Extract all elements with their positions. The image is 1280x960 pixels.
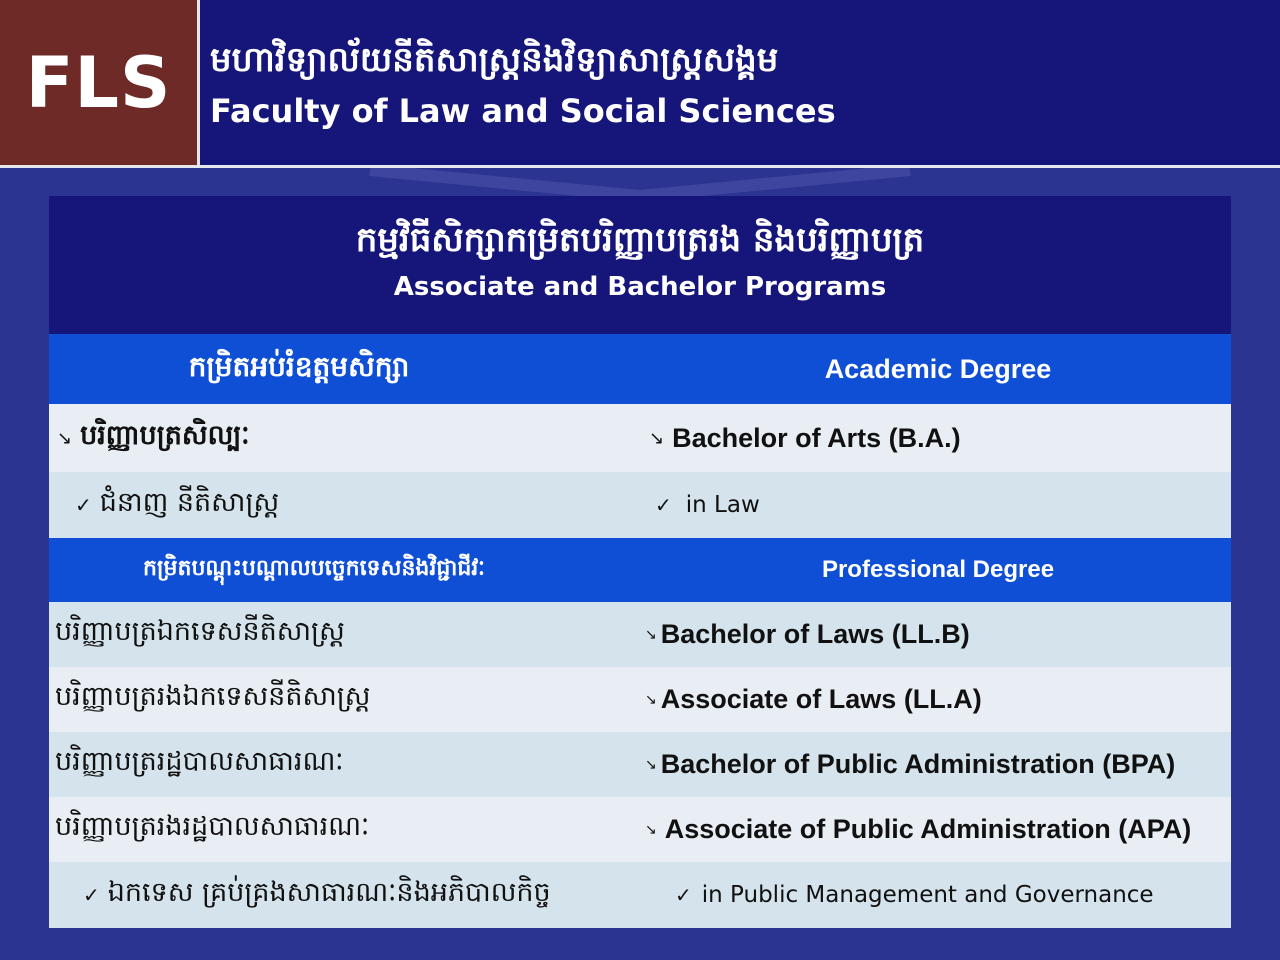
programs-panel xyxy=(49,196,1231,928)
arrow-icon: ↘ xyxy=(645,821,657,837)
checkmark-icon: ✓ xyxy=(83,883,100,907)
degree-label-english: Associate of Public Administration (APA) xyxy=(664,814,1192,844)
degree-row xyxy=(49,732,1231,797)
degree-row xyxy=(49,667,1231,732)
checkmark-icon: ✓ xyxy=(675,883,692,907)
checkmark-icon: ✓ xyxy=(655,493,672,517)
specialization-label-english: in Law xyxy=(685,492,760,518)
degree-label-english: Bachelor of Laws (LL.B) xyxy=(660,619,970,649)
checkmark-icon: ✓ xyxy=(75,493,92,517)
section-row-professional xyxy=(49,538,1231,602)
arrow-icon: ↘ xyxy=(649,427,665,448)
degree-name-english xyxy=(645,797,1231,862)
degree-name-khmer xyxy=(49,404,639,472)
degree-label-english: Bachelor of Public Administration (BPA) xyxy=(660,749,1176,779)
specialization-khmer xyxy=(49,472,639,538)
background-chevron-decoration xyxy=(340,168,940,198)
section-label-english: Academic Degree xyxy=(824,353,1052,384)
degree-row xyxy=(49,602,1231,667)
arrow-icon: ↘ xyxy=(57,427,73,449)
degree-name-english xyxy=(645,602,1231,667)
panel-title-box xyxy=(49,196,1231,334)
degree-row xyxy=(49,404,1231,472)
specialization-english xyxy=(645,862,1231,928)
specialization-label-khmer: ឯកទេស គ្រប់គ្រងសាធារណៈនិងអភិបាលកិច្ច xyxy=(107,876,551,908)
degree-name-english xyxy=(645,404,1231,472)
logo: FLS xyxy=(0,0,200,165)
degree-label-khmer: បរិញ្ញាបត្ររដ្ឋបាលសាធារណៈ xyxy=(55,746,344,777)
degree-label-khmer: បរិញ្ញាបត្រឯកទេសនីតិសាស្ត្រ xyxy=(55,616,345,647)
arrow-icon: ↘ xyxy=(645,626,657,642)
degree-label-english: Bachelor of Arts (B.A.) xyxy=(672,422,961,453)
degree-name-english xyxy=(645,667,1231,732)
specialization-row xyxy=(49,862,1231,928)
panel-title-english: Associate and Bachelor Programs xyxy=(393,272,887,302)
section-row-academic xyxy=(49,334,1231,404)
degree-label-khmer: បរិញ្ញាបត្ររងឯកទេសនីតិសាស្ត្រ xyxy=(55,681,371,712)
specialization-label-khmer: ជំនាញ នីតិសាស្ត្រ xyxy=(99,486,280,518)
degree-row xyxy=(49,797,1231,862)
degree-label-khmer: បរិញ្ញាបត្ររងរដ្ឋបាលសាធារណៈ xyxy=(55,811,370,842)
section-label-english: Professional Degree xyxy=(821,556,1055,583)
specialization-english xyxy=(645,472,1231,538)
faculty-title-english: Faculty of Law and Social Sciences xyxy=(210,92,836,130)
panel-title-khmer: កម្មវិធីសិក្សាកម្រិតបរិញ្ញាបត្ររង និងបរិញ្ញាបត្រ xyxy=(355,220,925,260)
specialization-row xyxy=(49,472,1231,538)
degree-label-khmer: បរិញ្ញាបត្រសិល្បៈ xyxy=(80,419,250,451)
degree-name-english xyxy=(645,732,1231,797)
section-label-khmer: កម្រិតអប់រំឧត្តមសិក្សា xyxy=(188,349,410,383)
degree-label-english: Associate of Laws (LL.A) xyxy=(660,684,982,714)
arrow-icon: ↘ xyxy=(645,756,657,772)
section-label-khmer: កម្រិតបណ្តុះបណ្តាលបច្ចេកទេសនិងវិជ្ជាជីវៈ xyxy=(143,556,485,581)
faculty-title-khmer: មហាវិទ្យាល័យនីតិសាស្ត្រនិងវិទ្យាសាស្ត្រសង្គម xyxy=(210,40,779,80)
header xyxy=(0,0,1280,168)
specialization-khmer xyxy=(49,862,639,928)
arrow-icon: ↘ xyxy=(645,691,657,707)
specialization-label-english: in Public Management and Governance xyxy=(701,882,1154,908)
